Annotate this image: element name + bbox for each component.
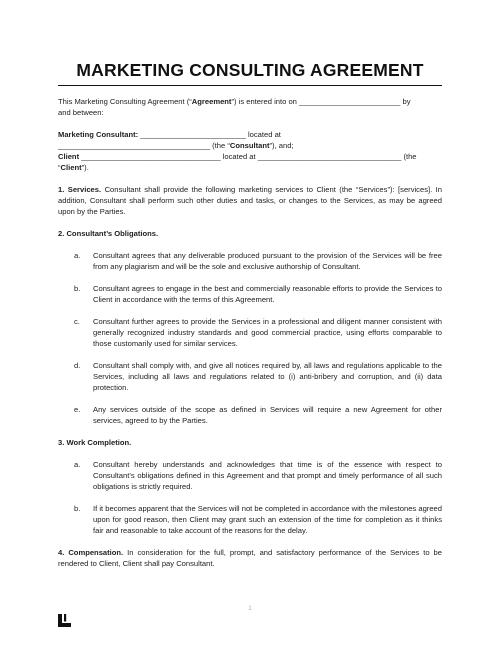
section-3-item-a-marker: a.: [74, 460, 81, 469]
consultant-line-1: [58, 129, 281, 140]
client-term: Client: [60, 163, 82, 172]
section-2-item-e-text: Any services outside of the scope as defined in Services will require a new Agreement for other services, agreed to by the Parties.: [93, 405, 442, 425]
section-4-text: In consideration for the full, prompt, and satisfactory performance of the Services to be rendered to Client, Client shall pay Consultant.: [58, 548, 442, 568]
section-2-item-b-text: Consultant agrees to engage in the best and commercially reasonable efforts to provide the Services to Client in accordance with the terms of this Agreement.: [93, 284, 442, 304]
section-2-item-b-marker: b.: [74, 284, 81, 293]
section-2-item-d-marker: d.: [74, 361, 81, 370]
client-line-1: [58, 151, 417, 162]
client-line-2: [58, 162, 89, 173]
client-line-2-end: ”).: [81, 163, 89, 172]
section-3-item-b-text: If it becomes apparent that the Services will not be completed in accordance with the milestones agreed upon for good reason, then Client may grant such an extension of the time for completion as it thinks fair and reasonable to take account of the reasons for the delay.: [93, 504, 442, 535]
client-line-2-start: “: [58, 163, 61, 172]
section-1-heading: 1. Services.: [58, 185, 102, 194]
section-2-item-a-text: Consultant agrees that any deliverable produced pursuant to the provision of the Services will be free from any plagiarism and will be the sole and exclusive authorship of Consultant.: [93, 251, 442, 271]
section-3-heading: 3. Work Completion.: [58, 438, 132, 447]
client-label: Client: [58, 152, 80, 161]
consultant-line-2-end: ”), and;: [269, 141, 294, 150]
section-4-compensation: [58, 547, 442, 569]
client-line-1-rest: _________________________________ located at __________________________________ (the: [79, 152, 417, 161]
section-3-item-b-marker: b.: [74, 504, 81, 513]
intro-line-1: [58, 96, 411, 107]
section-2-item-a-marker: a.: [74, 251, 81, 260]
consultant-line-1-rest: _________________________ located at: [138, 130, 281, 139]
section-2-item-c-marker: c.: [74, 317, 80, 326]
legal-templates-logo-icon: [57, 613, 72, 628]
agreement-term: Agreement: [191, 97, 232, 106]
consultant-line-2-start: ____________________________________ (the “: [58, 141, 230, 150]
section-4-heading: 4. Compensation.: [58, 548, 124, 557]
section-2-heading: 2. Consultant’s Obligations.: [58, 229, 159, 238]
intro-text-end: ”) is entered into on ________________________ by: [231, 97, 411, 106]
section-2-item-d-text: Consultant shall comply with, and give all notices required by, all laws and regulations applicable to the Services, including all laws and regulations related to (i) anti-bribery and corruption, and (ii) data protection.: [93, 361, 442, 392]
page-number: 1: [248, 606, 252, 612]
consultant-line-2: [58, 140, 294, 151]
section-2-item-e-marker: e.: [74, 405, 81, 414]
intro-text-start: This Marketing Consulting Agreement (“: [58, 97, 192, 106]
document-title: MARKETING CONSULTING AGREEMENT: [76, 60, 424, 80]
consultant-label: Marketing Consultant:: [58, 130, 139, 139]
section-3-item-a-text: Consultant hereby understands and acknowledges that time is of the essence with respect to Consultant’s obligations defined in this Agreement and that prompt and timely performance of all such obligations is strictly required.: [93, 460, 442, 491]
section-1-text: Consultant shall provide the following marketing services to Client (the “Services”): [services]. In addition, Consultant shall perform such other duties and tasks, or changes to the Services, as may be agreed upon by the Parties.: [58, 185, 442, 216]
section-1-services: [58, 184, 442, 217]
consultant-term: Consultant: [229, 141, 270, 150]
title-underline: [58, 85, 442, 86]
intro-line-2: and between:: [58, 108, 104, 117]
section-2-item-c-text: Consultant further agrees to provide the Services in a professional and diligent manner consistent with generally recognized industry standards and good commercial practice, using efforts comparable to those customarily used for similar services.: [93, 317, 442, 348]
